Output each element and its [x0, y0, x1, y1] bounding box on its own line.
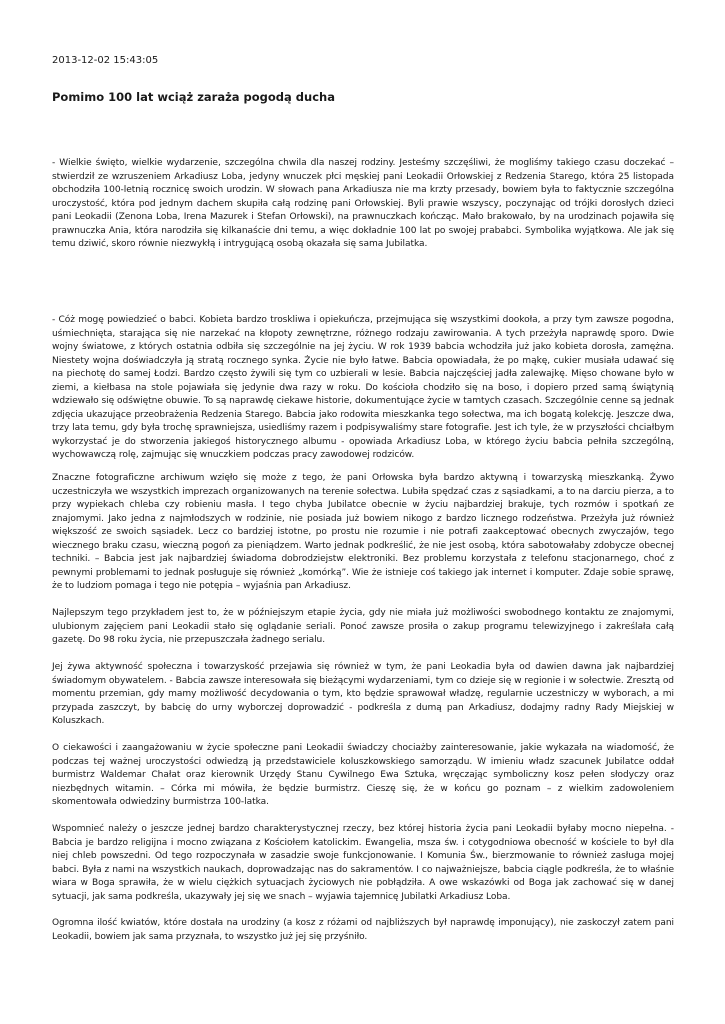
article-paragraph: Jej żywa aktywność społeczna i towarzyskość przejawia się również w tym, że pani Leokadia była od dawien dawna jak najbardziej świadomym obywatelem. - Babcia zawsze interesowała się bieżącymi wydarzeniami, tym co dzieje się w regionie i w sołectwie. Zresztą od momentu przemian, gdy mamy możliwość decydowania o tym, kto będzie sprawował władzę, regularnie uczestniczy w wyborach, a mi przypada zaszczyt, by babcię do urny wyborczej doprowadzić - podkreśla z dumą pan Arkadiusz, dodajmy radny Rady Miejskiej w Koluszkach. [52, 662, 674, 726]
article-paragraph: O ciekawości i zaangażowaniu w życie społeczne pani Leokadii świadczy chociażby zainteresowanie, jakie wykazała na wiadomość, że podczas tej ważnej uroczystości odwiedzą ją przedstawiciele koluszkowskiego samorządu. W imieniu władz szacunek Jubilatce oddał burmistrz Waldemar Chałat oraz kierownik Urzędy Stanu Cywilnego Ewa Sztuka, wręczając symboliczny kosz pełen słodyczy oraz niezbędnych witamin. – Córka mi mówiła, że będzie burmistrz. Cieszę się, że w końcu go poznam – z wielkim zadowoleniem skomentowała odwiedziny burmistrza 100-latka. [52, 743, 674, 807]
article-paragraph: Najlepszym tego przykładem jest to, że w późniejszym etapie życia, gdy nie miała już możliwości swobodnego kontaktu ze znajomymi, ulubionym zajęciem pani Leokadii stało się oglądanie seriali. Ponoć zawsze prosiła o zakup programu telewizyjnego i zakreślała całą gazetę. Do 98 roku życia, nie przepuszczała żadnego serialu. [52, 608, 674, 645]
article-paragraph: - Cóż mogę powiedzieć o babci. Kobieta bardzo troskliwa i opiekuńcza, przejmująca się wszystkimi dookoła, a przy tym zawsze pogodna, uśmiechnięta, starająca się nie narzekać na kłopoty zewnętrzne, różnego rodzaju zawirowania. A tych przeżyła naprawdę sporo. Dwie wojny światowe, z których ostatnia odbiła się szczególnie na jej życiu. W rok 1939 babcia wchodziła już jako kobieta dorosła, zamężna. Niestety wojna doświadczyła ją stratą rocznego synka. Życie nie było łatwe. Babcia opowiadała, że po mąkę, cukier musiała udawać się na piechotę do samej Łodzi. Bardzo często żywili się tym co uzbierali w lesie. Babcia najczęściej jadła zalewajkę. Mięso chowane było w ziemi, a kiełbasa na stole pojawiała się jedynie dwa razy w roku. Do kościoła chodziło się na boso, i dopiero przed samą świątynią wdziewało się odświętne obuwie. To są naprawdę ciekawe historie, dokumentujące życie w tamtych czasach. Szczególnie cenne są jednak zdjęcia ukazujące przeobrażenia Redzenia Starego. Babcia jako rodowita mieszkanka tego sołectwa, ma ich bogatą kolekcję. Jeszcze dwa, trzy lata temu, gdy była trochę sprawniejsza, usiedliśmy razem i podpisywaliśmy stare fotografie. Jest ich tyle, że w przyszłości chciałbym wykorzystać je do stworzenia jakiegoś historycznego albumu - opowiada Arkadiusz Loba, w którego życiu babcia pełniła szczególną, wychowawczą rolę, zajmując się wnuczkiem podczas pracy zawodowej rodziców. [52, 315, 674, 460]
article-paragraph: Wspomnieć należy o jeszcze jednej bardzo charakterystycznej rzeczy, bez której historia życia pani Leokadii byłaby mocno niepełna. - Babcia je bardzo religijna i mocno związana z Kościołem katolickim. Ewangelia, msza św. i cotygodniowa obecność w kościele to był dla niej chleb powszedni. Od tego rozpoczynała w zasadzie swoje funkcjonowanie. I Komunia Św., bierzmowanie to również zasługa mojej babci. Była z nami na wszystkich naukach, doprowadzając nas do sakramentów. I co najważniejsze, babcia ciągle podkreśla, że to właśnie wiara w Boga sprawiła, że w wielu ciężkich sytuacjach życiowych nie pobłądziła. A owe wskazówki od Boga jak zachować się w danej sytuacji, jak sama podkreśla, ukazywały jej się we snach – wyjawia tajemnicę Jubilatki Arkadiusz Loba. [52, 824, 674, 902]
article-paragraph: - Wielkie święto, wielkie wydarzenie, szczególna chwila dla naszej rodziny. Jesteśmy szczęśliwi, że mogliśmy takiego czasu doczekać – stwierdził ze wzruszeniem Arkadiusz Loba, jedyny wnuczek płci męskiej pani Leokadii Orłowskiej z Redzenia Starego, która 25 listopada obchodziła 100-letnią rocznicę swoich urodzin. W słowach pana Arkadiusza nie ma krzty przesady, bowiem była to faktycznie szczególna uroczystość, która pod jednym dachem skupiła całą rodzinę pani Orłowskiej. Byli prawie wszyscy, poczynając od trójki dorosłych dzieci pani Leokadii (Zenona Loba, Irena Mazurek i Stefan Orłowski), na prawnuczkach kończąc. Mało brakowało, by na urodzinach pojawiła się prawnuczka Ania, która narodziła się kilkanaście dni temu, a więc dokładnie 100 lat po swojej prababci. Symbolika wyjątkowa. Ale jak się temu dziwić, skoro równie niezwykłą i intrygującą osobą okazała się sama Jubilatka. [52, 158, 674, 249]
publication-timestamp: 2013-12-02 15:43:05 [52, 55, 159, 66]
article-title: Pomimo 100 lat wciąż zaraża pogodą ducha [52, 90, 335, 104]
article-paragraph: Znaczne fotograficzne archiwum wzięło się może z tego, że pani Orłowska była bardzo aktywną i towarzyską mieszkanką. Żywo uczestniczyła we wszystkich imprezach organizowanych na terenie sołectwa. Lubiła spędzać czas z sąsiadkami, a to na darciu pierza, a to przy wypiekach chleba czy robieniu masła. I tego chyba Jubilatce obecnie w życiu najbardziej brakuje, tych rozmów i spotkań ze znajomymi. Jako jedna z najmłodszych w rodzinie, nie posiada już bowiem nikogo z bardzo licznego rodzeństwa. Przeżyła już również większość ze swoich sąsiadek. Lecz co bardziej istotne, po prostu nie rozumie i nie potrafi zaakceptować obecnych zwyczajów, tego wiecznego braku czasu, wieczną pogoń za pieniądzem. Warto jednak podkreślić, że nie jest osobą, która sabotowałaby zdobycze obecnej techniki. – Babcia jest jak najbardziej świadoma dobrodziejstw elektroniki. Bez problemu korzystała z telefonu stacjonarnego, choć z pewnymi problemami to jednak posługuje się również „komórką”. Wie że istnieje coś takiego jak internet i komputer. Zdaje sobie sprawę, że to ludziom pomaga i tego nie potępia – wyjaśnia pan Arkadiusz. [52, 473, 674, 591]
article-paragraph: Ogromna ilość kwiatów, które dostała na urodziny (a kosz z różami od najbliższych był naprawdę imponujący), nie zaskoczył zatem pani Leokadii, bowiem jak sama przyznała, to wszystko już jej się przyśniło. [52, 918, 674, 942]
